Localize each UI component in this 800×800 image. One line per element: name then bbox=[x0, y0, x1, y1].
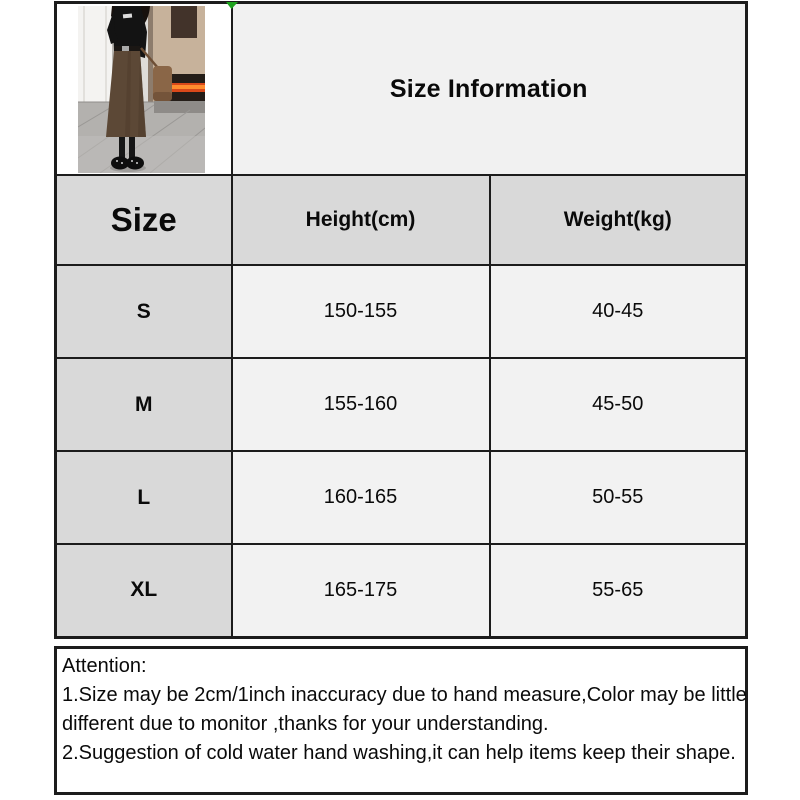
table-row-xl bbox=[56, 544, 747, 637]
attention-line: 1.Size may be 2cm/1inch inaccuracy due to hand measure,Color may be little bbox=[62, 684, 747, 706]
height-value: 155-160 bbox=[232, 358, 490, 451]
table-row-l bbox=[56, 451, 747, 544]
header-height: Height(cm) bbox=[232, 175, 490, 265]
attention-line: different due to monitor ,thanks for your understanding. bbox=[62, 713, 549, 735]
table-row-s bbox=[56, 265, 747, 358]
weight-value: 40-45 bbox=[490, 265, 747, 358]
height-value: 150-155 bbox=[232, 265, 490, 358]
product-photo-cell bbox=[56, 3, 232, 176]
model-photo-illustration bbox=[78, 6, 205, 173]
size-information-title: Size Information bbox=[232, 3, 747, 176]
size-label: M bbox=[56, 358, 232, 451]
weight-value: 50-55 bbox=[490, 451, 747, 544]
attention-heading: Attention: bbox=[62, 655, 147, 677]
height-value: 160-165 bbox=[232, 451, 490, 544]
table-row-m bbox=[56, 358, 747, 451]
attention-note bbox=[54, 646, 748, 795]
black-top bbox=[113, 6, 143, 50]
size-label: XL bbox=[56, 544, 232, 637]
attention-line: 2.Suggestion of cold water hand washing,it can help items keep their shape. bbox=[62, 742, 736, 764]
product-photo bbox=[78, 6, 205, 173]
header-weight: Weight(kg) bbox=[490, 175, 747, 265]
header-size: Size bbox=[56, 175, 232, 265]
height-value: 165-175 bbox=[232, 544, 490, 637]
table-header-row bbox=[56, 175, 747, 265]
size-table bbox=[54, 1, 748, 639]
weight-value: 45-50 bbox=[490, 358, 747, 451]
size-label: S bbox=[56, 265, 232, 358]
top-row bbox=[56, 3, 747, 176]
weight-value: 55-65 bbox=[490, 544, 747, 637]
size-label: L bbox=[56, 451, 232, 544]
